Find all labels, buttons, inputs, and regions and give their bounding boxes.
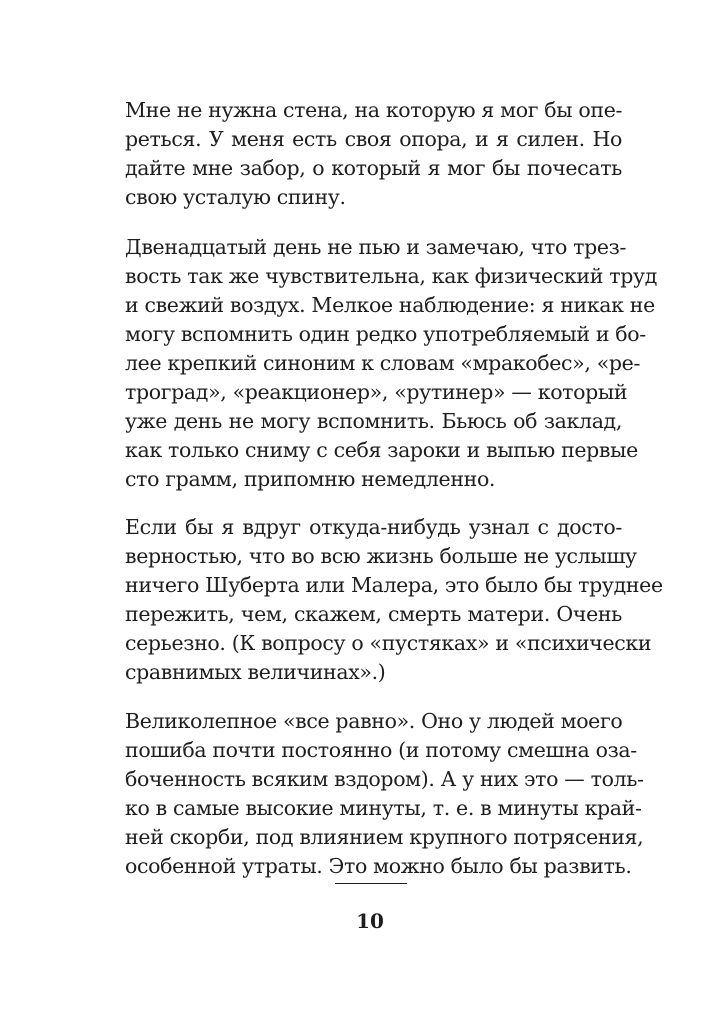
text-line: как только сниму с себя зароки и выпью первые — [125, 438, 638, 462]
text-line: Двенадцатый день не пью и замечаю, что трез- — [125, 235, 627, 259]
text-line: ней скорби, под влиянием крупного потрясения, — [125, 825, 644, 849]
text-line: ко в самые высокие минуты, т. е. в минуты край- — [125, 796, 642, 820]
footer-separator — [335, 883, 407, 884]
text-line: уже день не могу вспомнить. Бьюсь об заклад, — [125, 409, 622, 433]
text-line: боченность всяким вздором). А у них это — толь- — [125, 767, 644, 791]
text-line: реться. У меня есть своя опора, и я силен. Но — [125, 127, 622, 151]
text-line: лее крепкий синоним к словам «мракобес», «ре- — [125, 351, 641, 375]
text-line: серьезно. (К вопросу о «пустяках» и «психически — [125, 631, 652, 655]
text-line: сто грамм, припомню немедленно. — [125, 467, 496, 491]
text-line: троград», «реакционер», «рутинер» — который — [125, 380, 628, 404]
text-line: пошиба почти постоянно (и потому смешна оза- — [125, 738, 637, 762]
text-line: могу вспомнить один редко употребляемый и бо- — [125, 322, 646, 346]
text-line: сравнимых величинах».) — [125, 660, 386, 684]
text-line: Великолепное «все равно». Оно у людей моего — [125, 709, 623, 733]
text-line: вость так же чувствительна, как физический труд — [125, 264, 657, 288]
text-line: ничего Шуберта или Малера, это было бы труднее — [125, 573, 663, 597]
text-line: особенной утраты. Это можно было бы развить. — [125, 854, 632, 878]
text-line: верностью, что во всю жизнь больше не услышу — [125, 544, 637, 568]
text-line: и свежий воздух. Мелкое наблюдение: я никак не — [125, 293, 655, 317]
text-line: пережить, чем, скажем, смерть матери. Очень — [125, 602, 622, 626]
text-line: дайте мне забор, о который я мог бы почесать — [125, 156, 622, 180]
text-line: Если бы я вдруг откуда-нибудь узнал с досто- — [125, 515, 622, 539]
text-line: свою усталую спину. — [125, 185, 346, 209]
text-line: Мне не нужна стена, на которую я мог бы опе- — [125, 98, 623, 122]
page-number: 10 — [356, 909, 384, 933]
